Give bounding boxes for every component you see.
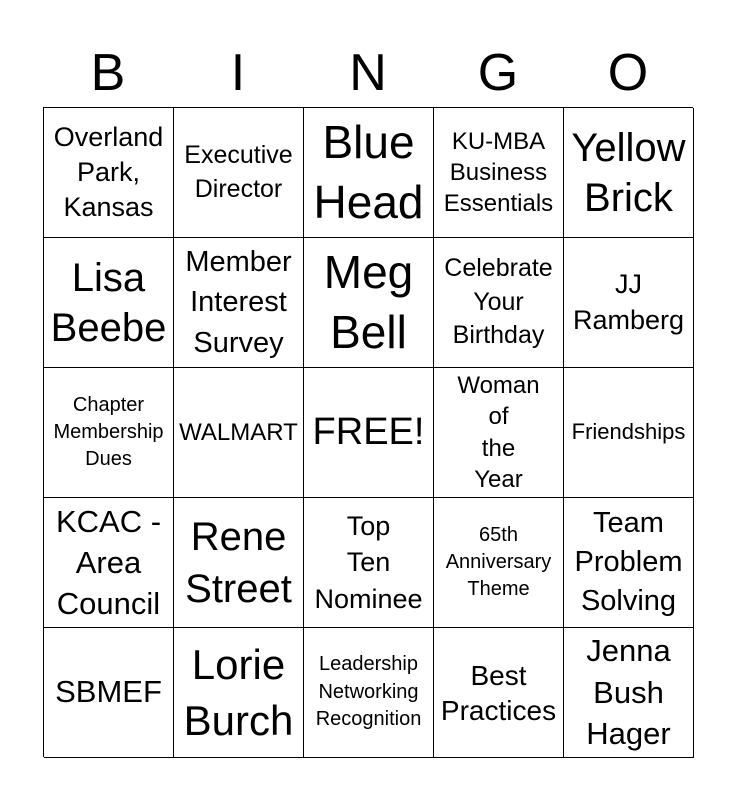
- bingo-cell[interactable]: [564, 498, 694, 628]
- bingo-cell-text: Chapter Membership Dues: [53, 394, 164, 470]
- bingo-cell-text: SBMEF: [55, 674, 162, 710]
- bingo-cell-text: Rene Street: [185, 514, 292, 611]
- bingo-cell[interactable]: [304, 498, 434, 628]
- bingo-cell[interactable]: [44, 108, 174, 238]
- bingo-cell[interactable]: [304, 108, 434, 238]
- bingo-cell[interactable]: [304, 368, 434, 498]
- bingo-cell-text: Yellow Brick: [571, 125, 686, 220]
- bingo-cell-text: Best Practices: [440, 659, 557, 726]
- bingo-cell-text: KCAC - Area Council: [55, 503, 162, 622]
- bingo-cell-text: Member Interest Survey: [185, 246, 292, 359]
- bingo-cell[interactable]: [564, 238, 694, 368]
- bingo-cell[interactable]: [564, 628, 694, 758]
- header-letter-n: N: [349, 44, 387, 102]
- bingo-cell[interactable]: [44, 368, 174, 498]
- bingo-cell-text: Leadership Networking Recognition: [315, 653, 422, 731]
- bingo-cell-text: Team Problem Solving: [574, 506, 683, 618]
- bingo-cell-text: 65th Anniversary Theme: [445, 524, 552, 600]
- bingo-cell-text: Lisa Beebe: [50, 255, 167, 350]
- bingo-cell[interactable]: [174, 238, 304, 368]
- bingo-cell[interactable]: [174, 108, 304, 238]
- bingo-cell-text: Lorie Burch: [183, 641, 294, 744]
- bingo-cell-text: WALMART: [179, 418, 298, 446]
- header-letter-o: O: [607, 44, 649, 102]
- bingo-cell[interactable]: [44, 628, 174, 758]
- bingo-cell[interactable]: [174, 368, 304, 498]
- bingo-cell-text: Jenna Bush Hager: [586, 632, 671, 752]
- bingo-cell-text: Meg Bell: [323, 245, 414, 358]
- bingo-header: [43, 40, 693, 106]
- bingo-cell[interactable]: [434, 498, 564, 628]
- header-letter-g: G: [477, 44, 519, 102]
- header-letter-i: I: [230, 44, 246, 102]
- bingo-cell-text: FREE!: [312, 410, 425, 453]
- bingo-cell[interactable]: [44, 498, 174, 628]
- bingo-cell-text: Top Ten Nominee: [314, 510, 423, 614]
- bingo-cell[interactable]: [434, 368, 564, 498]
- bingo-grid: [43, 107, 693, 757]
- bingo-cell[interactable]: [174, 498, 304, 628]
- bingo-cell-text: Executive Director: [184, 140, 293, 203]
- bingo-cell[interactable]: [434, 238, 564, 368]
- bingo-cell[interactable]: [304, 238, 434, 368]
- bingo-cell-text: Celebrate Your Birthday: [444, 253, 553, 350]
- bingo-cell[interactable]: [564, 108, 694, 238]
- bingo-cell-text: Overland Park, Kansas: [53, 121, 164, 223]
- bingo-cell[interactable]: [44, 238, 174, 368]
- bingo-cell[interactable]: [434, 628, 564, 758]
- bingo-cell-text: Friendships: [571, 419, 686, 445]
- bingo-cell[interactable]: [174, 628, 304, 758]
- bingo-cell[interactable]: [304, 628, 434, 758]
- bingo-cell-text: JJ Ramberg: [572, 269, 685, 335]
- header-letter-b: B: [90, 44, 126, 102]
- bingo-cell[interactable]: [564, 368, 694, 498]
- bingo-cell-text: Woman of the Year: [457, 372, 540, 493]
- bingo-cell[interactable]: [434, 108, 564, 238]
- bingo-cell-text: KU-MBA Business Essentials: [443, 127, 554, 218]
- bingo-cell-text: Blue Head: [313, 115, 424, 228]
